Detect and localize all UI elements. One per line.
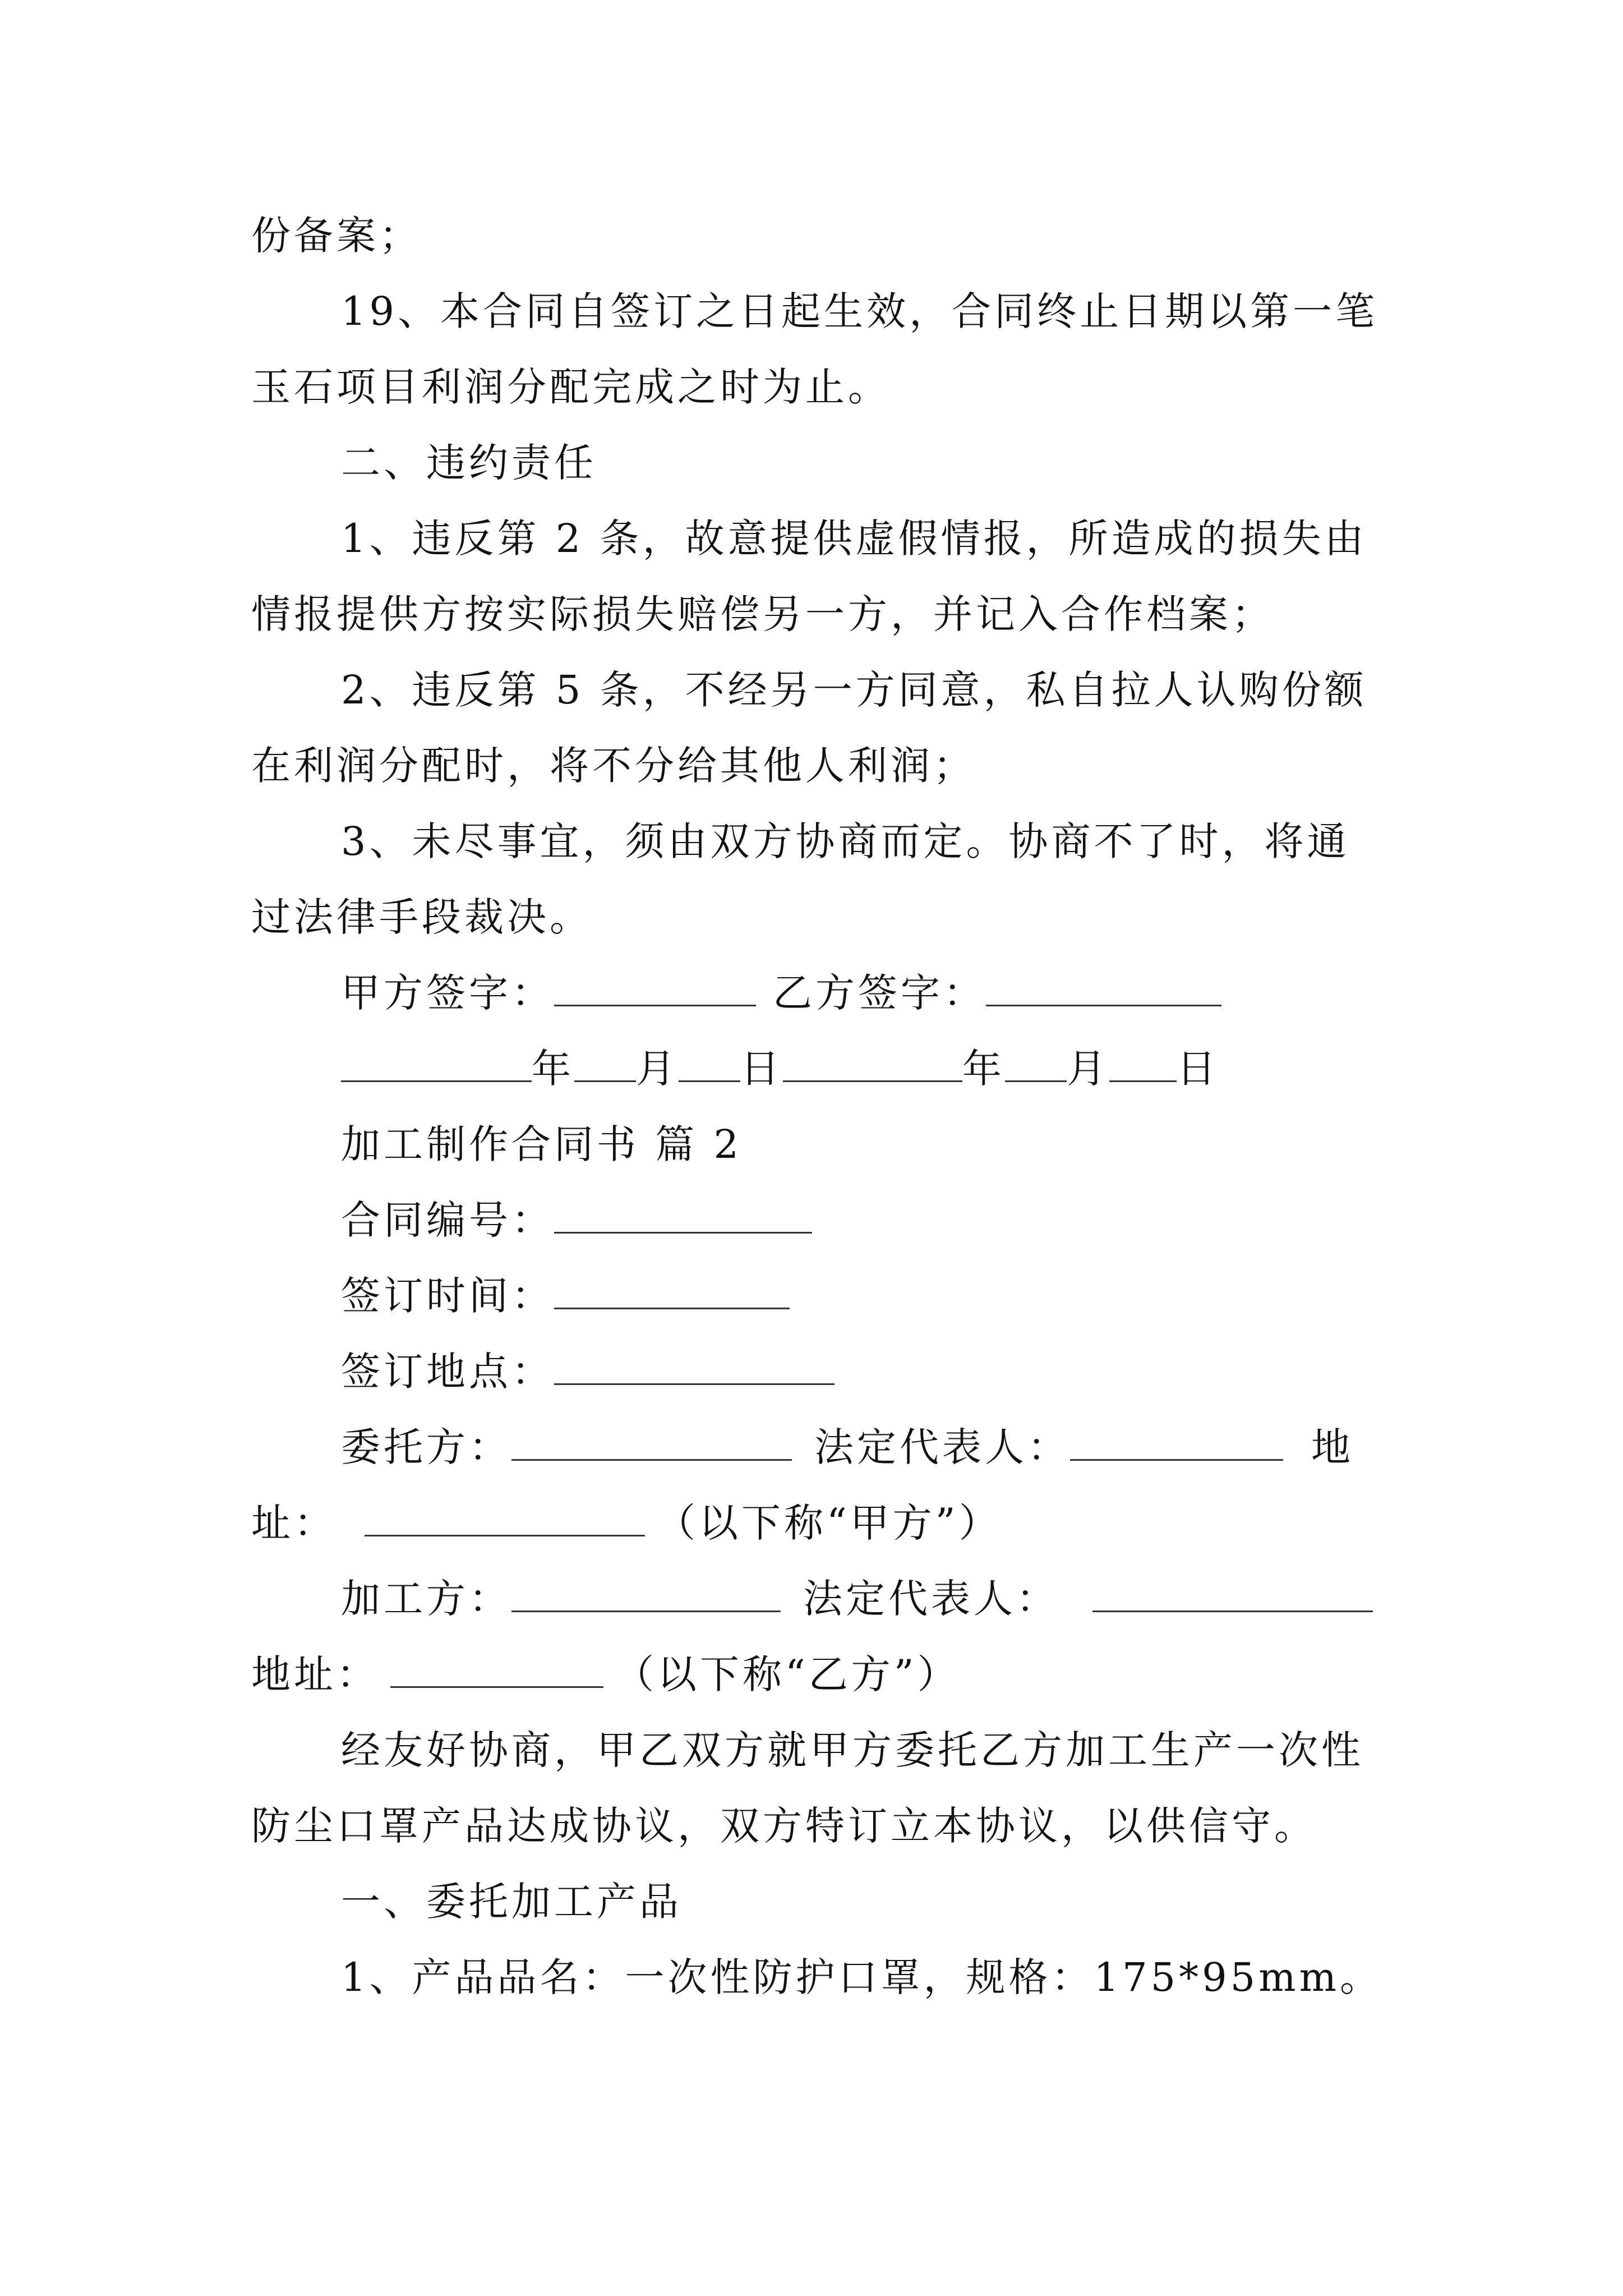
contract-no-label: 合同编号： [341, 1197, 554, 1243]
text-line: 份备案； [251, 213, 422, 259]
sign-place-blank[interactable] [554, 1349, 834, 1385]
month-label: 月 [636, 1046, 679, 1092]
text-line: 防尘口罩产品达成协议，双方特订立本协议，以供信守。 [251, 1803, 1317, 1849]
year-label: 年 [962, 1046, 1005, 1092]
principal-label: 委托方： [341, 1424, 511, 1470]
sign-place-row [341, 1343, 834, 1400]
principal-address-row [251, 1495, 1002, 1551]
sign-place-label: 签订地点： [341, 1349, 554, 1395]
text-line: 1、产品品名：一次性防护口罩，规格：175*95mm。 [341, 1954, 1382, 2000]
processor-row [341, 1571, 1373, 1627]
text-line: 在利润分配时，将不分给其他人利润； [251, 743, 976, 789]
sign-time-label: 签订时间： [341, 1273, 554, 1319]
principal-addr-label-2: 址： [251, 1500, 336, 1546]
day-blank-b[interactable] [1109, 1046, 1177, 1082]
year-label: 年 [532, 1046, 574, 1092]
principal-rep-blank[interactable] [1070, 1424, 1283, 1461]
day-blank-a[interactable] [679, 1046, 740, 1082]
signature-row [341, 965, 1221, 1021]
processor-addr-blank[interactable] [390, 1651, 603, 1688]
processor-addr-label: 地址： [251, 1651, 379, 1697]
day-label: 日 [740, 1046, 783, 1092]
year-blank-b[interactable] [783, 1046, 962, 1082]
month-blank-b[interactable] [1005, 1046, 1067, 1082]
party-a-sign-blank[interactable] [554, 970, 756, 1006]
sign-time-row [341, 1268, 790, 1324]
principal-row [341, 1419, 1354, 1475]
party-b-sign-blank[interactable] [986, 970, 1221, 1006]
year-blank-a[interactable] [341, 1046, 532, 1082]
text-line: 情报提供方按实际损失赔偿另一方，并记入合作档案； [251, 591, 1274, 637]
party-a-sign-label: 甲方签字： [341, 970, 554, 1016]
text-line: 玉石项目利润分配完成之时为止。 [251, 364, 891, 410]
section-heading: 一、委托加工产品 [341, 1879, 682, 1925]
processor-rep-blank[interactable] [1092, 1576, 1373, 1612]
principal-addr-label-1: 地 [1311, 1424, 1354, 1470]
processor-alias: （以下称“乙方”） [615, 1651, 960, 1697]
contract-no-blank[interactable] [554, 1197, 812, 1234]
processor-address-row [251, 1646, 960, 1703]
contract-no-row [341, 1192, 812, 1248]
processor-rep-label: 法定代表人： [803, 1576, 1059, 1622]
principal-addr-blank[interactable] [365, 1500, 645, 1536]
text-line: 2、违反第 5 条，不经另一方同意，私自拉人认购份额 [341, 667, 1367, 713]
party-b-sign-label: 乙方签字： [773, 970, 986, 1016]
text-line: 过法律手段裁决。 [251, 894, 592, 940]
processor-label: 加工方： [341, 1576, 511, 1622]
sign-time-blank[interactable] [554, 1273, 790, 1309]
month-blank-a[interactable] [574, 1046, 636, 1082]
day-label: 日 [1177, 1046, 1219, 1092]
section-title: 加工制作合同书 篇 2 [341, 1121, 743, 1167]
section-heading: 二、违约责任 [341, 440, 597, 486]
text-line: 3、未尽事宜，须由双方协商而定。协商不了时，将通 [341, 818, 1350, 864]
text-line: 19、本合同自签订之日起生效，合同终止日期以第一笔 [341, 288, 1378, 334]
text-line: 经友好协商，甲乙双方就甲方委托乙方加工生产一次性 [341, 1727, 1364, 1773]
principal-blank[interactable] [511, 1424, 792, 1461]
month-label: 月 [1067, 1046, 1109, 1092]
principal-rep-label: 法定代表人： [814, 1424, 1070, 1470]
date-row [341, 1041, 1219, 1097]
principal-alias: （以下称“甲方”） [656, 1500, 1002, 1546]
processor-blank[interactable] [511, 1576, 781, 1612]
text-line: 1、违反第 2 条，故意提供虚假情报，所造成的损失由 [341, 516, 1367, 562]
